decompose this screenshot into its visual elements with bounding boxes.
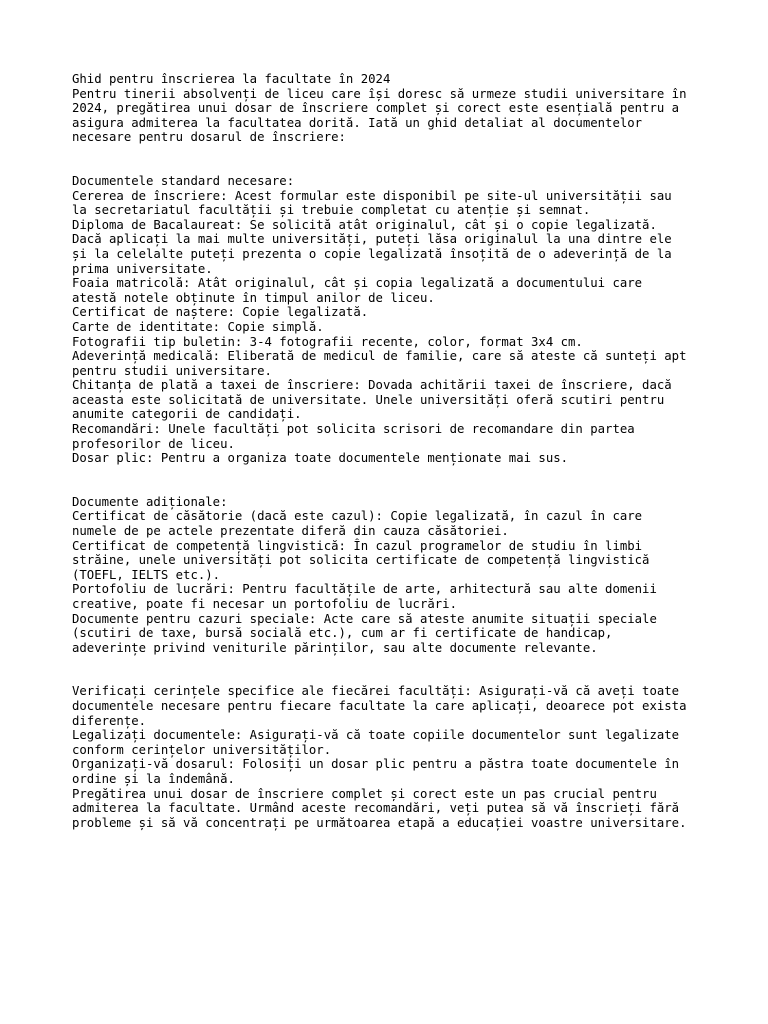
additional-documents-section [72,495,732,656]
standard-text-line: Fotografii tip buletin: 3-4 fotografii recente, color, format 3x4 cm. [72,334,583,349]
additional-text-line: numele de pe actele prezentate diferă din cauza căsătoriei. [72,524,509,539]
tips-text-line: Pregătirea unui dosar de înscriere complet și corect este un pas crucial pentru [72,786,657,801]
standard-documents-section [72,174,732,466]
intro-text-line: necesare pentru dosarul de înscriere: [72,130,346,145]
tips-text-line: Verificați cerințele specifice ale fiecărei facultăți: Asigurați-vă că aveți toate [72,684,680,699]
standard-text-line: pentru studii universitare. [72,363,272,378]
document-page [72,72,732,830]
standard-text-line: Dacă aplicați la mai multe universități, puteți lăsa originalul la una dintre ele [72,232,672,247]
intro-text-line: Pentru tinerii absolvenți de liceu care își doresc să urmeze studii universitare în [72,86,687,101]
standard-text-line: aceasta este solicitată de universitate. Unele universități oferă scutiri pentru [72,392,665,407]
tips-text-line: admiterea la facultate. Urmând aceste recomandări, veți putea să vă înscrieți fără [72,801,680,816]
standard-text-line: Foaia matricolă: Atât originalul, cât și copia legalizată a documentului care [72,276,643,291]
tips-text-line: documentele necesare pentru fiecare facultate la care aplicați, deoarece pot exista [72,698,687,713]
standard-text-line: Chitanța de plată a taxei de înscriere: Dovada achitării taxei de înscriere, dacă [72,378,672,393]
standard-text-line: anumite categorii de candidați. [72,407,302,422]
standard-text-line: atestă notele obținute în timpul anilor de liceu. [72,290,435,305]
standard-text-line: și la celelalte puteți prezenta o copie legalizată însoțită de o adeverință de la [72,246,672,261]
additional-text-line: Certificat de căsătorie (dacă este cazul): Copie legalizată, în cazul în care [72,509,643,524]
standard-text-line: Diploma de Bacalaureat: Se solicită atât originalul, cât și o copie legalizată. [72,217,657,232]
additional-text-line: Certificat de competență lingvistică: În cazul programelor de studiu în limbi [72,538,643,553]
standard-text-line: Carte de identitate: Copie simplă. [72,319,324,334]
tips-text-line: conform cerințelor universităților. [72,742,332,757]
standard-text-line: prima universitate. [72,261,213,276]
additional-text-line: Portofoliu de lucrări: Pentru facultățile de arte, arhitectură sau alte domenii [72,582,657,597]
additional-text-line: (scutiri de taxe, bursă socială etc.), cum ar fi certificate de handicap, [72,626,613,641]
tips-section [72,684,732,830]
standard-text-line: Certificat de naștere: Copie legalizată. [72,305,369,320]
additional-text-line: adeverințe privind veniturile părinților, sau alte documente relevante. [72,640,598,655]
standard-text-line: Cererea de înscriere: Acest formular este disponibil pe site-ul universității sau [72,188,672,203]
additional-text-line: (TOEFL, IELTS etc.). [72,567,221,582]
intro-text-line: Ghid pentru înscrierea la facultate în 2024 [72,72,391,86]
additional-text-line: creative, poate fi necesar un portofoliu de lucrări. [72,597,457,611]
standard-text-line: Documentele standard necesare: [72,173,295,188]
intro-text-line: 2024, pregătirea unui dosar de înscriere complet și corect este esențială pentru a [72,101,680,116]
tips-text-line: diferențe. [72,713,147,728]
standard-text-line: profesorilor de liceu. [72,436,235,451]
tips-text-line: Organizați-vă dosarul: Folosiți un dosar plic pentru a păstra toate documentele în [72,757,680,772]
standard-text-line: Recomandări: Unele facultăți pot solicita scrisori de recomandare din partea [72,422,635,437]
intro-text-line: asigura admiterea la facultatea dorită. Iată un ghid detaliat al documentelor [72,115,643,130]
additional-text-line: Documente pentru cazuri speciale: Acte care să ateste anumite situații speciale [72,611,657,626]
intro-section [72,72,732,145]
tips-text-line: Legalizați documentele: Asigurați-vă că toate copiile documentelor sunt legalizate [72,728,680,743]
additional-text-line: străine, unele universități pot solicita certificate de competență lingvistică [72,553,650,568]
tips-text-line: ordine și la îndemână. [72,771,235,786]
standard-text-line: Adeverință medicală: Eliberată de medicul de familie, care să ateste că sunteți apt [72,349,687,364]
standard-text-line: Dosar plic: Pentru a organiza toate documentele menționate mai sus. [72,451,569,466]
tips-text-line: probleme și să vă concentrați pe următoarea etapă a educației voastre universitare. [72,815,687,830]
additional-text-line: Documente adiționale: [72,494,228,509]
standard-text-line: la secretariatul facultății și trebuie completat cu atenție și semnat. [72,203,591,218]
